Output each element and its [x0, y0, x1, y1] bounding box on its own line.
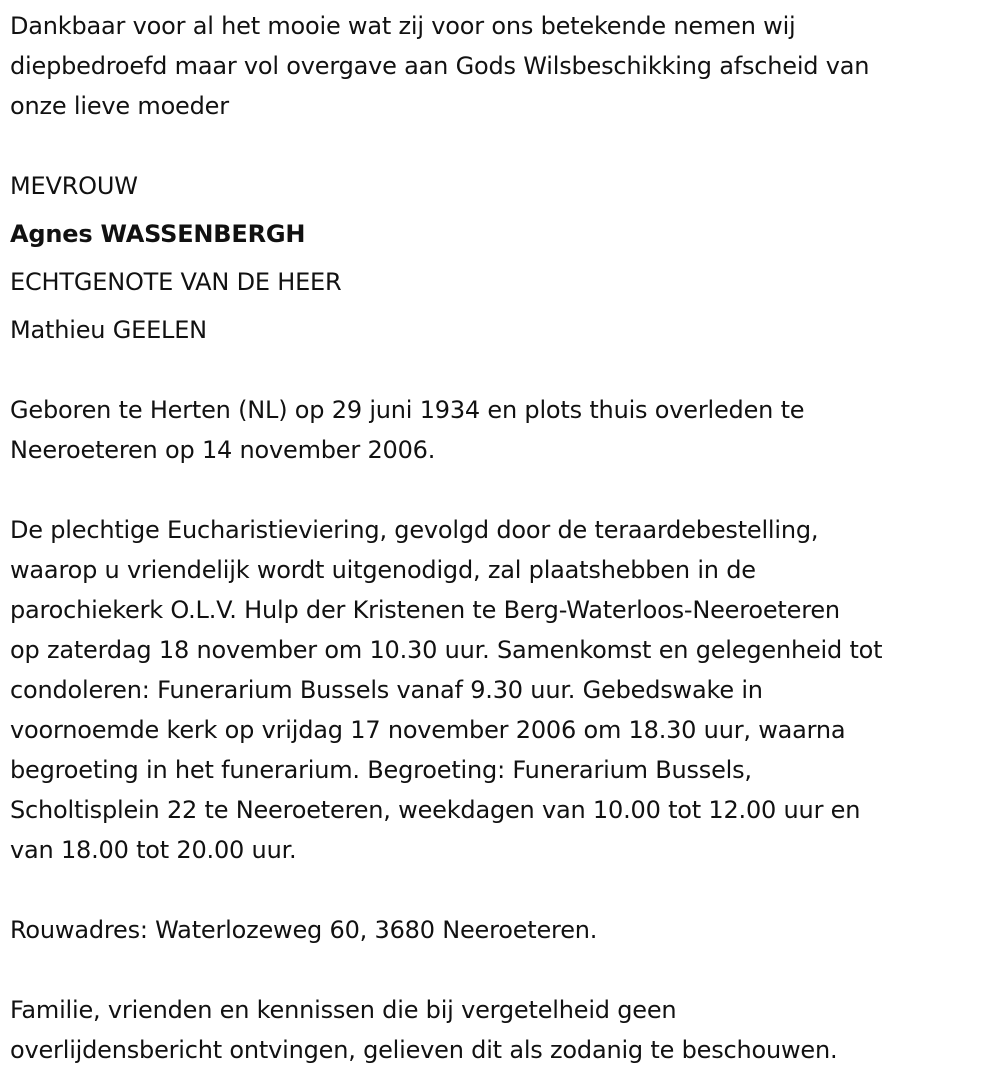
- deceased-title: MEVROUW: [10, 172, 138, 200]
- intro-line: Dankbaar voor al het mooie wat zij voor ons betekende nemen wij: [10, 12, 796, 40]
- ceremony-line: condoleren: Funerarium Bussels vanaf 9.30 uur. Gebedswake in: [10, 676, 763, 704]
- birth-death-line: Geboren te Herten (NL) op 29 juni 1934 en plots thuis overleden te: [10, 396, 805, 424]
- ceremony-line: begroeting in het funerarium. Begroeting: Funerarium Bussels,: [10, 756, 752, 784]
- intro-line: diepbedroefd maar vol overgave aan Gods Wilsbeschikking afscheid van: [10, 52, 870, 80]
- birth-death-line: Neeroeteren op 14 november 2006.: [10, 436, 436, 464]
- deceased-block: [10, 166, 342, 358]
- deceased-relation: ECHTGENOTE VAN DE HEER: [10, 268, 342, 296]
- ceremony-line: waarop u vriendelijk wordt uitgenodigd, zal plaatshebben in de: [10, 556, 756, 584]
- ceremony-line: op zaterdag 18 november om 10.30 uur. Samenkomst en gelegenheid tot: [10, 636, 883, 664]
- ceremony-line: Scholtisplein 22 te Neeroeteren, weekdagen van 10.00 tot 12.00 uur en: [10, 796, 861, 824]
- ceremony-line: De plechtige Eucharistieviering, gevolgd door de teraardebestelling,: [10, 516, 819, 544]
- intro-line: onze lieve moeder: [10, 92, 229, 120]
- intro-paragraph: [10, 6, 869, 126]
- ceremony-line: voornoemde kerk op vrijdag 17 november 2006 om 18.30 uur, waarna: [10, 716, 846, 744]
- ceremony-paragraph: [10, 510, 882, 870]
- spouse-name: Mathieu GEELEN: [10, 316, 207, 344]
- birth-death-paragraph: [10, 390, 804, 470]
- deceased-name: Agnes WASSENBERGH: [10, 220, 306, 248]
- closing-paragraph: [10, 990, 837, 1070]
- closing-line: Familie, vrienden en kennissen die bij vergetelheid geen: [10, 996, 677, 1024]
- address-paragraph: [10, 910, 597, 950]
- ceremony-line: van 18.00 tot 20.00 uur.: [10, 836, 297, 864]
- ceremony-line: parochiekerk O.L.V. Hulp der Kristenen te Berg-Waterloos-Neeroeteren: [10, 596, 840, 624]
- closing-line: overlijdensbericht ontvingen, gelieven dit als zodanig te beschouwen.: [10, 1036, 838, 1064]
- mourning-address: Rouwadres: Waterlozeweg 60, 3680 Neeroeteren.: [10, 916, 598, 944]
